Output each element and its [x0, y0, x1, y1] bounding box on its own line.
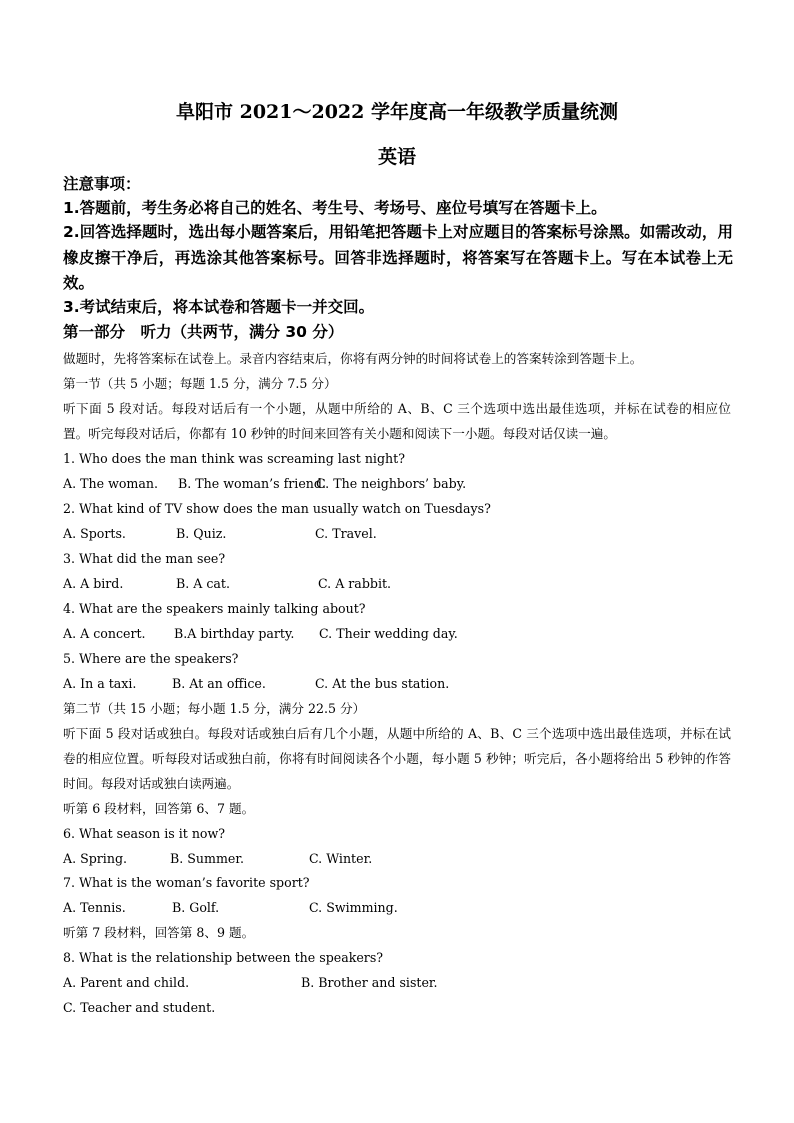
question-8-option-a: A. Parent and child. [63, 975, 190, 990]
section2-instruction: 听下面 5 段对话或独白。每段对话或独白后有几个小题，从题中所给的 A、B、C 三个选项中选出最佳选项，并标在试卷的相应位置。听每段对话或独白前，你将有时间阅读各个小题，每小题 5 秒钟；听完后，各小题将给出 5 秒钟的作答时间。每段对话或独白读两遍。 [63, 726, 731, 791]
notice-item-1: 1.答题前，考生务必将自己的姓名、考生号、考场号、座位号填写在答题卡上。 [63, 199, 607, 217]
question-7-option-c: C. Swimming. [309, 900, 398, 915]
question-1-option-c: C. The neighbors’ baby. [316, 476, 467, 491]
question-4-option-c: C. Their wedding day. [319, 626, 458, 641]
notice-item-2: 2.回答选择题时，选出每小题答案后，用铅笔把答题卡上对应题目的答案标号涂黑。如需改动，用橡皮擦干净后，再选涂其他答案标号。回答非选择题时，将答案写在答题卡上。写在本试卷上无效。 [63, 223, 733, 292]
exam-subject: 英语 [377, 146, 416, 168]
question-4-option-a: A. A concert. [63, 626, 146, 641]
notice-heading: 注意事项： [63, 175, 141, 193]
question-5-option-b: B. At an office. [172, 676, 266, 691]
question-6-option-a: A. Spring. [63, 851, 128, 866]
question-4: 4. What are the speakers mainly talking about? [63, 601, 366, 616]
question-6-option-b: B. Summer. [170, 851, 244, 866]
question-5-option-c: C. At the bus station. [315, 676, 450, 691]
question-4-option-b: B.A birthday party. [174, 626, 295, 641]
part1-instruction: 做题时，先将答案标在试卷上。录音内容结束后，你将有两分钟的时间将试卷上的答案转涂到答题卡上。 [63, 351, 643, 366]
question-3: 3. What did the man see? [63, 551, 226, 566]
notice-item-3: 3.考试结束后，将本试卷和答题卡一并交回。 [63, 298, 375, 316]
question-1-option-b: B. The woman’s friend. [178, 476, 326, 491]
question-2-option-a: A. Sports. [63, 526, 126, 541]
question-2: 2. What kind of TV show does the man usually watch on Tuesdays? [63, 501, 491, 516]
question-2-option-c: C. Travel. [315, 526, 377, 541]
question-3-option-c: C. A rabbit. [318, 576, 392, 591]
question-2-option-b: B. Quiz. [176, 526, 227, 541]
part1-heading: 第一部分 听力（共两节，满分 30 分） [63, 323, 344, 341]
question-8-option-c: C. Teacher and student. [63, 1000, 216, 1015]
question-1: 1. Who does the man think was screaming last night? [63, 451, 405, 466]
question-7: 7. What is the woman’s favorite sport? [63, 875, 310, 890]
question-6-option-c: C. Winter. [309, 851, 373, 866]
question-5-option-a: A. In a taxi. [63, 676, 137, 691]
question-7-option-b: B. Golf. [172, 900, 220, 915]
section1-instruction: 听下面 5 段对话。每段对话后有一个小题，从题中所给的 A、B、C 三个选项中选出最佳选项，并标在试卷的相应位置。听完每段对话后，你都有 10 秒钟的时间来回答有关小题和阅读下一小题。每段对话仅读一遍。 [63, 401, 731, 441]
material-7-instruction: 听第 7 段材料，回答第 8、9 题。 [63, 925, 255, 940]
question-6: 6. What season is it now? [63, 826, 226, 841]
question-1-option-a: A. The woman. [63, 476, 158, 491]
question-7-option-a: A. Tennis. [63, 900, 126, 915]
section2-heading: 第二节（共 15 小题；每小题 1.5 分，满分 22.5 分） [63, 701, 366, 716]
question-5: 5. Where are the speakers? [63, 651, 239, 666]
section1-heading: 第一节（共 5 小题；每题 1.5 分，满分 7.5 分） [63, 376, 337, 391]
question-8: 8. What is the relationship between the speakers? [63, 950, 384, 965]
question-3-option-a: A. A bird. [63, 576, 124, 591]
question-8-option-b: B. Brother and sister. [301, 975, 438, 990]
question-3-option-b: B. A cat. [176, 576, 230, 591]
material-6-instruction: 听第 6 段材料，回答第 6、7 题。 [63, 801, 255, 816]
exam-title: 阜阳市 2021～2022 学年度高一年级教学质量统测 [176, 101, 618, 123]
